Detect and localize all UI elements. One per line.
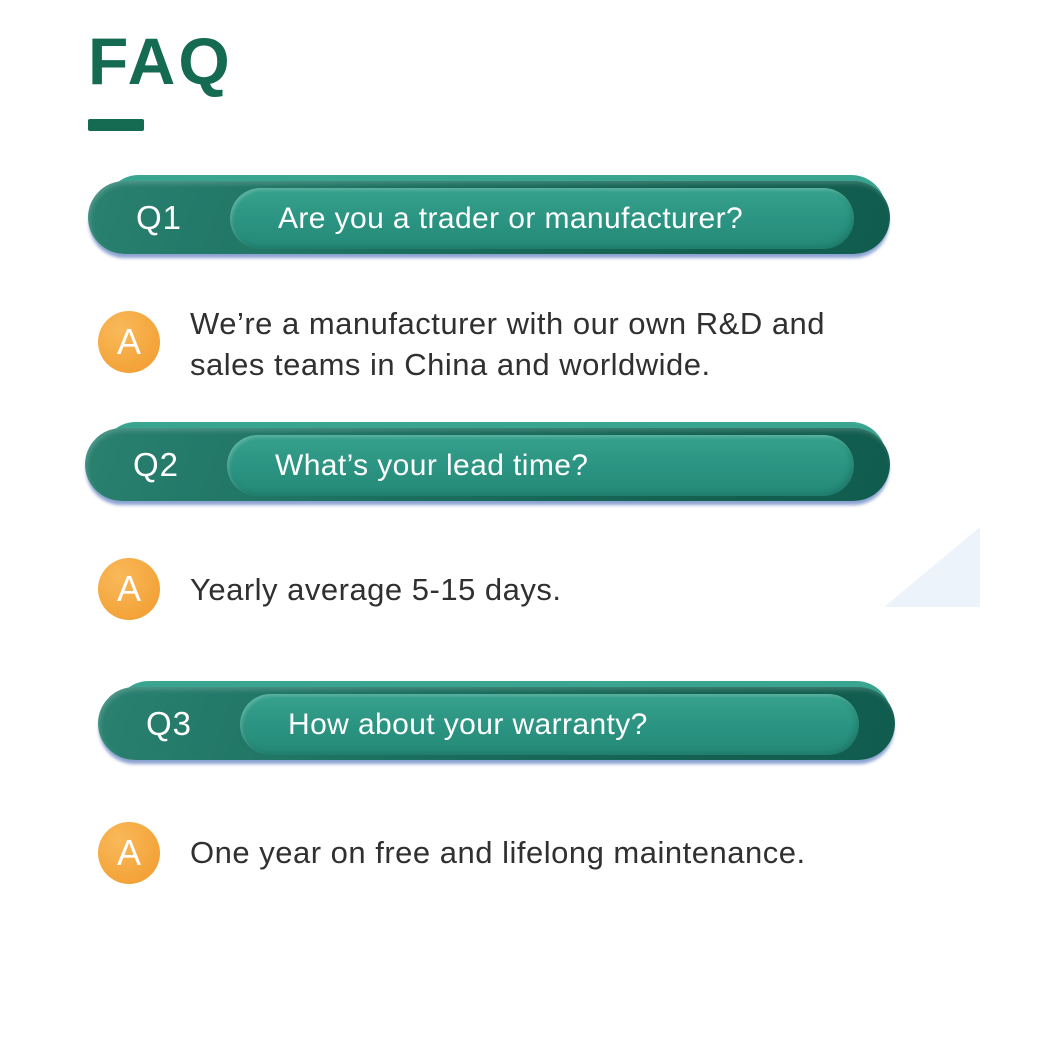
watermark-triangle bbox=[884, 527, 980, 607]
question-number-badge: Q2 bbox=[132, 445, 180, 483]
question-text: Are you a trader or manufacturer? bbox=[278, 201, 744, 235]
faq-question-bar-1 bbox=[88, 175, 890, 265]
question-text: How about your warranty? bbox=[288, 707, 648, 741]
pill-inner-layer bbox=[227, 435, 854, 496]
answer-text: Yearly average 5-15 days. bbox=[190, 572, 562, 607]
answer-text: We’re a manufacturer with our own R&D and sales teams in China and worldwide. bbox=[190, 306, 826, 382]
answer-text: One year on free and lifelong maintenance. bbox=[190, 835, 806, 870]
answer-badge-letter: A bbox=[116, 321, 141, 362]
pill-inner-layer bbox=[230, 188, 854, 249]
answer-badge bbox=[98, 558, 160, 620]
answer-badge bbox=[98, 311, 160, 373]
page-title: FAQ bbox=[88, 24, 233, 98]
faq-question-bar-3 bbox=[98, 681, 895, 771]
title-underline bbox=[88, 119, 144, 131]
question-text: What’s your lead time? bbox=[275, 448, 589, 482]
pill-inner-layer bbox=[240, 694, 859, 755]
answer-badge-letter: A bbox=[116, 568, 141, 609]
faq-question-bar-2 bbox=[85, 422, 890, 512]
question-number-badge: Q3 bbox=[145, 704, 193, 742]
answer-badge bbox=[98, 822, 160, 884]
answer-badge-letter: A bbox=[116, 832, 141, 873]
question-number-badge: Q1 bbox=[135, 198, 183, 236]
